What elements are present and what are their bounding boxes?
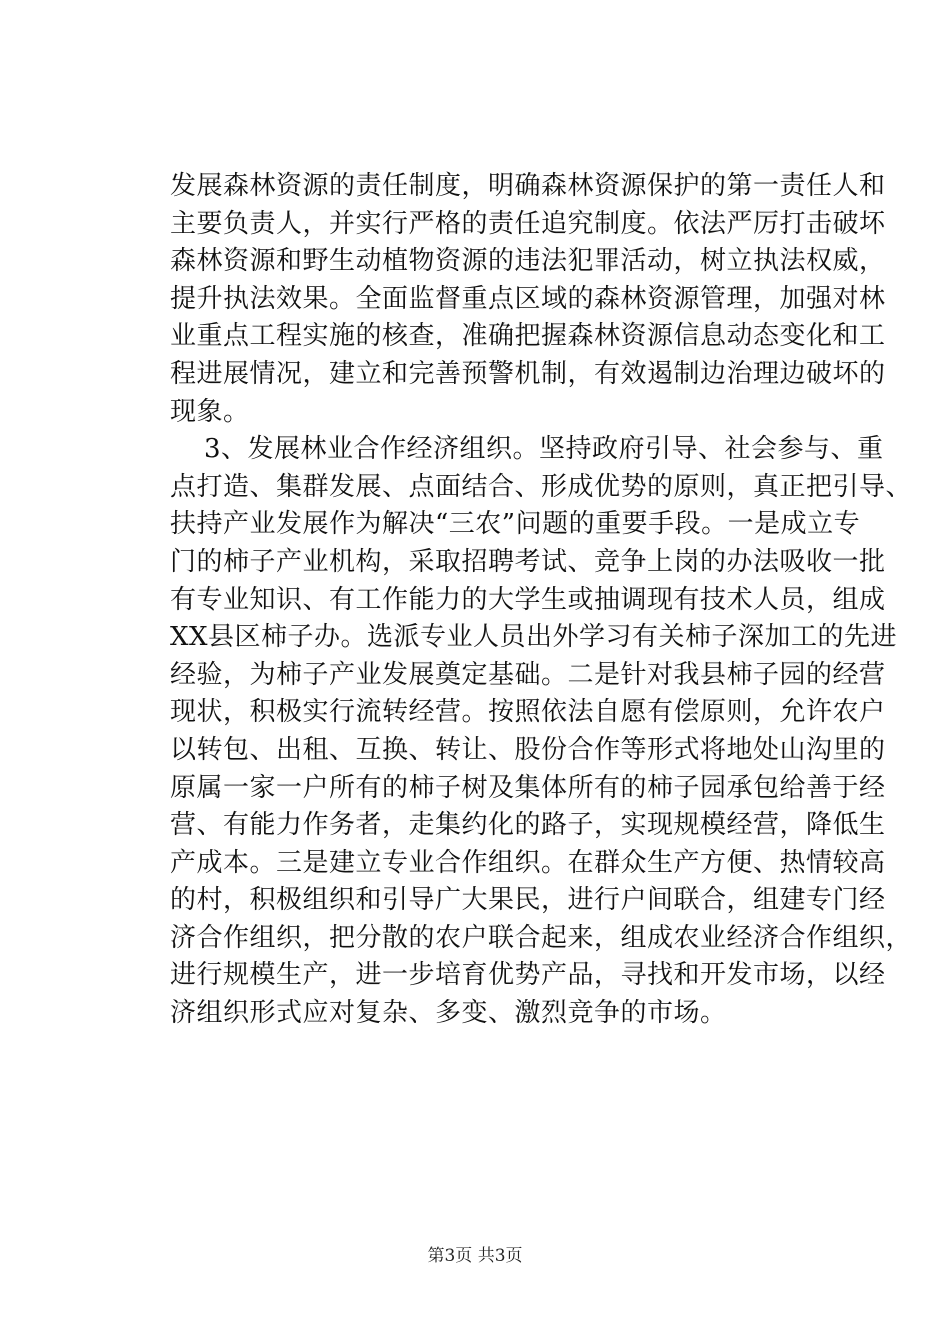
paragraph-2-line: 的村，积极组织和引导广大果民，进行户间联合，组建专门经 xyxy=(170,885,886,916)
paragraph-2-line: 营、有能力作务者，走集约化的路子，实现规模经营，降低生 xyxy=(170,810,886,841)
paragraph-1-line: 程进展情况，建立和完善预警机制，有效遏制边治理边破坏的 xyxy=(170,358,886,389)
paragraph-2-line: 点打造、集群发展、点面结合、形成优势的原则，真正把引导、 xyxy=(170,471,913,502)
paragraph-2-line: 济组织形式应对复杂、多变、激烈竞争的市场。 xyxy=(170,998,727,1029)
paragraph-2-first-line: 3、发展林业合作经济组织。坚持政府引导、社会参与、重 xyxy=(204,434,884,465)
paragraph-1-line: 主要负责人，并实行严格的责任追究制度。依法严厉打击破坏 xyxy=(170,208,886,239)
paragraph-2-line: 扶持产业发展作为解决“三农”问题的重要手段。一是成立专 xyxy=(170,509,861,540)
paragraph-2-line: 以转包、出租、互换、转让、股份合作等形式将地处山沟里的 xyxy=(170,734,886,765)
paragraph-2-line: 经验，为柿子产业发展奠定基础。二是针对我县柿子园的经营 xyxy=(170,659,886,690)
paragraph-2-line: 济合作组织，把分散的农户联合起来，组成农业经济合作组织， xyxy=(170,922,913,953)
page-footer xyxy=(0,1245,950,1267)
paragraph-2-line: XX县区柿子办。选派专业人员出外学习有关柿子深加工的先进 xyxy=(170,622,898,653)
paragraph-1-line: 提升执法效果。全面监督重点区域的森林资源管理，加强对林 xyxy=(170,283,886,314)
paragraph-2-line: 门的柿子产业机构，采取招聘考试、竞争上岗的办法吸收一批 xyxy=(170,546,886,577)
paragraph-2-line: 原属一家一户所有的柿子树及集体所有的柿子园承包给善于经 xyxy=(170,772,886,803)
paragraph-2-line: 有专业知识、有工作能力的大学生或抽调现有技术人员，组成 xyxy=(170,584,886,615)
paragraph-1-line: 发展森林资源的责任制度，明确森林资源保护的第一责任人和 xyxy=(170,171,886,201)
paragraph-2-line: 产成本。三是建立专业合作组织。在群众生产方便、热情较高 xyxy=(170,847,886,878)
paragraph-2-line: 现状，积极实行流转经营。按照依法自愿有偿原则，允许农户 xyxy=(170,697,886,728)
page-number: 第3页 xyxy=(427,1246,473,1266)
paragraph-2-line: 进行规模生产，进一步培育优势产品，寻找和开发市场，以经 xyxy=(170,960,886,991)
document-body xyxy=(170,168,913,1033)
page-total: 共3页 xyxy=(477,1246,523,1266)
paragraph-1-line: 现象。 xyxy=(170,396,250,427)
paragraph-1-line: 森林资源和野生动植物资源的违法犯罪活动，树立执法权威， xyxy=(170,246,886,277)
paragraph-1-line: 业重点工程实施的核查，准确把握森林资源信息动态变化和工 xyxy=(170,321,886,352)
